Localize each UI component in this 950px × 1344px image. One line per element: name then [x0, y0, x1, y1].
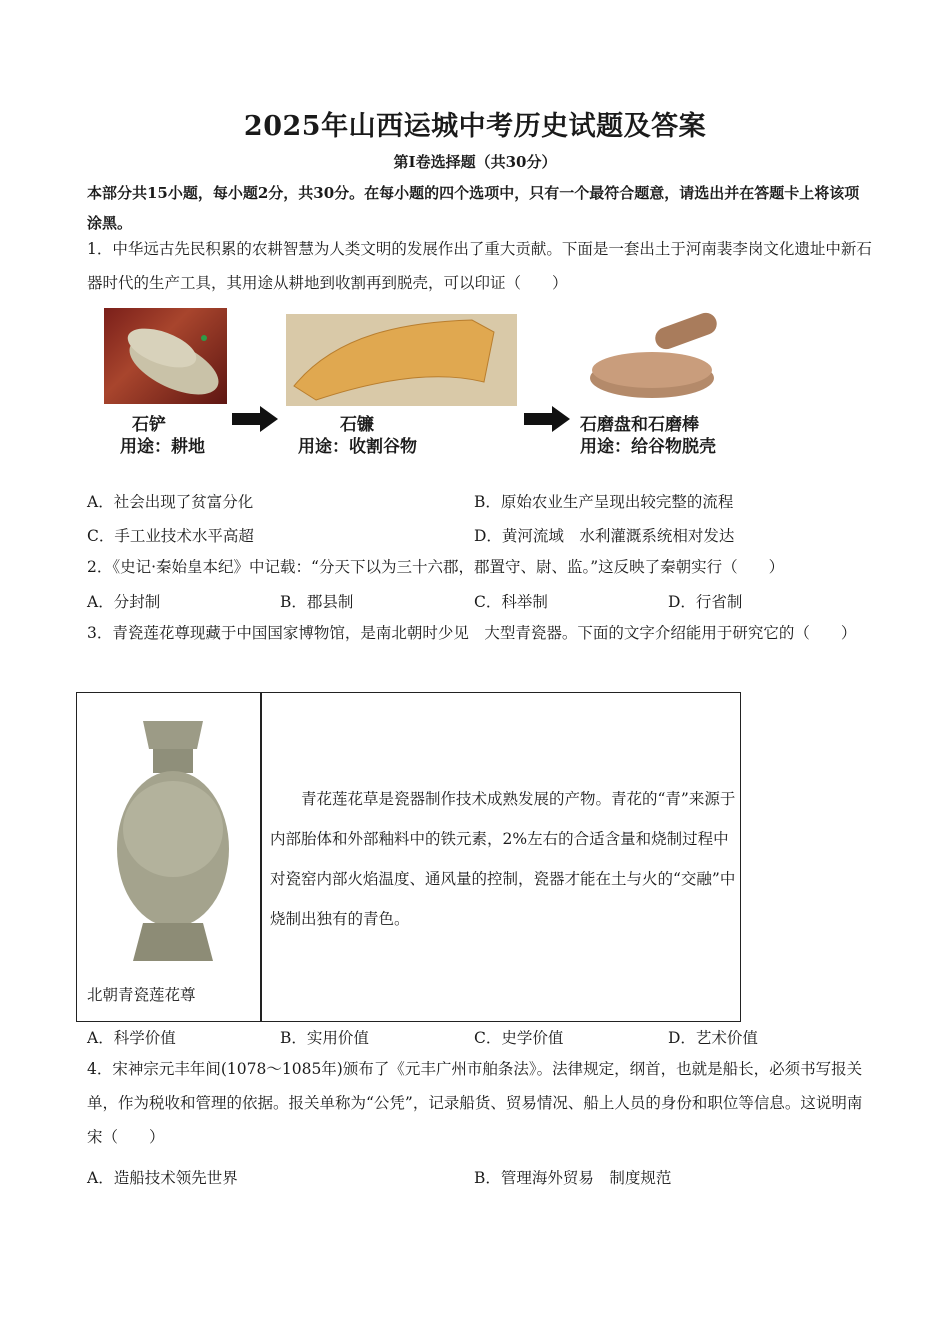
vase-caption: 北朝青瓷莲花尊	[87, 986, 196, 1004]
question-4-option-a[interactable]: A．造船技术领先世界	[87, 1169, 238, 1187]
vase-description-text: 青花莲花草是瓷器制作技术成熟发展的产物。青花的“青”来源于内部胎体和外部釉料中的铁元素，2%左右的合适含量和烧制过程中对瓷窑内部火焰温度、通风量的控制，瓷器才能在土与火的“交融”中烧制出独有的青色。	[270, 790, 736, 928]
tool-use-shovel: 用途：耕地	[120, 437, 205, 456]
question-3-option-d[interactable]: D．艺术价值	[668, 1029, 758, 1047]
tool-use-sickle: 用途：收割谷物	[298, 437, 417, 456]
question-2-stem: 2．《史记·秦始皇本纪》中记载：“分天下以为三十六郡，郡置守、尉、监。”这反映了秦朝实行（ ）	[87, 558, 785, 576]
question-1-stem: 1．中华远古先民积累的农耕智慧为人类文明的发展作出了重大贡献。下面是一套出土于河南裴李岗文化遗址中新石器时代的生产工具，其用途从耕地到收割再到脱壳，可以印证（ ）	[87, 240, 872, 292]
arrow-right-icon	[524, 406, 570, 432]
question-2-option-b[interactable]: B．郡县制	[280, 593, 354, 611]
tool-name-sickle: 石镰	[340, 415, 374, 434]
grinding-stone-image	[586, 312, 736, 404]
question-3-table	[76, 692, 741, 1022]
arrow-right-icon	[232, 406, 278, 432]
question-2-option-d[interactable]: D．行省制	[668, 593, 743, 611]
celadon-vase-image	[113, 709, 233, 971]
question-2-option-c[interactable]: C．科举制	[474, 593, 548, 611]
question-1-option-d[interactable]: D．黄河流域 水利灌溉系统相对发达	[474, 527, 735, 545]
question-1-option-c[interactable]: C．手工业技术水平高超	[87, 527, 254, 545]
tool-name-grinding-stone: 石磨盘和石磨棒	[580, 415, 699, 434]
question-2-option-a[interactable]: A．分封制	[87, 593, 161, 611]
question-1-option-a[interactable]: A．社会出现了贫富分化	[87, 493, 254, 511]
tool-name-shovel: 石铲	[132, 415, 166, 434]
page-title: 2025年山西运城中考历史试题及答案	[243, 111, 707, 142]
stone-shovel-image	[104, 308, 227, 404]
tool-use-grinding-stone: 用途：给谷物脱壳	[580, 437, 716, 456]
vase-description	[270, 779, 740, 939]
question-3-option-b[interactable]: B．实用价值	[280, 1029, 369, 1047]
stone-sickle-image	[286, 314, 517, 406]
question-4-stem: 4．宋神宗元丰年间(1078～1085年)颁布了《元丰广州市舶条法》。法律规定，纲首，也就是船长，必须书写报关单，作为税收和管理的依据。报关单称为“公凭”，记录船货、贸易情况、船上人员的身份和职位等信息。这说明南宋（ ）	[87, 1060, 863, 1146]
section-instructions: 本部分共15小题，每小题2分，共30分。在每小题的四个选项中，只有一个最符合题意，请选出并在答题卡上将该项涂黑。	[87, 184, 860, 232]
question-3-option-c[interactable]: C．史学价值	[474, 1029, 564, 1047]
section-heading: 第Ⅰ卷选择题（共30分）	[393, 153, 557, 171]
question-4-option-b[interactable]: B．管理海外贸易 制度规范	[474, 1169, 672, 1187]
question-3-stem: 3．青瓷莲花尊现藏于中国国家博物馆，是南北朝时少见 大型青瓷器。下面的文字介绍能用于研究它的（ ）	[87, 624, 857, 642]
question-1-option-b[interactable]: B．原始农业生产呈现出较完整的流程	[474, 493, 734, 511]
question-1-figure	[100, 306, 740, 466]
question-3-option-a[interactable]: A．科学价值	[87, 1029, 176, 1047]
table-divider	[260, 693, 262, 1021]
